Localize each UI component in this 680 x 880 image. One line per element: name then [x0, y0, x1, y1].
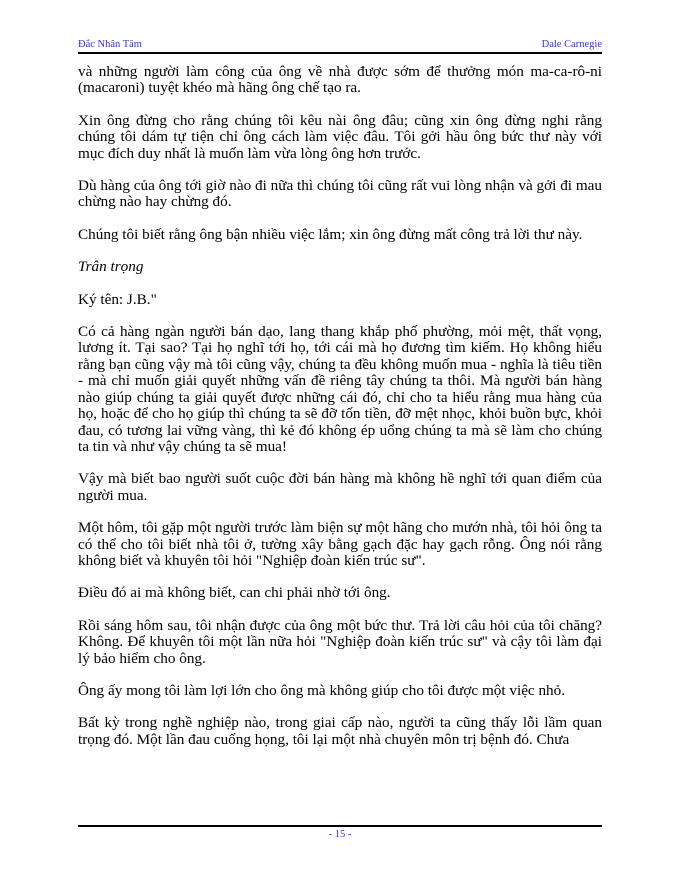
paragraph: Rồi sáng hôm sau, tôi nhận được của ông một bức thư. Trả lời câu hỏi của tôi chăng? Không. Để khuyên tôi một lần nữa hỏi "Nghiệp đoàn kiến trúc sư" và cậy tôi làm đại lý bảo hiểm cho ông. [78, 616, 602, 667]
footer-rule [78, 825, 602, 827]
paragraph: Chúng tôi biết rằng ông bận nhiều việc lắm; xin ông đừng mất công trả lời thư này. [78, 225, 583, 243]
letter-signature: Ký tên: J.B." [78, 290, 157, 308]
header-rule [78, 52, 602, 54]
paragraph: Xin ông đừng cho rằng chúng tôi kêu nài ông đâu; cũng xin ông đừng nghi rằng chúng tôi dám tự tiện chỉ ông cách làm việc đâu. Tôi gởi hầu ông bức thư này với mục đích duy nhất là muốn làm vừa lòng ông hơn trước. [78, 111, 602, 162]
author-name: Dale Carnegie [541, 39, 602, 50]
paragraph: Có cả hàng ngàn người bán dạo, lang thang khắp phố phường, mỏi mệt, thất vọng, lương ít. Tại sao? Tại họ nghĩ tới họ, tới cái mà họ đương tìm kiếm. Họ không hiểu rằng bạn cũng vậy mà tôi cũng vậy, chúng ta đều không muốn mua - nghĩa là tiêu tiền - mà chỉ muốn giải quyết những vấn đề riêng tây chúng ta thôi. Mà người bán hàng nào giúp chúng ta giải quyết được những cái đó, chỉ cho ta hiểu rằng mua hàng của họ, hoặc để cho họ giúp thì chúng ta sẽ đỡ tốn tiền, đỡ mệt nhọc, khỏi buồn bực, khỏi đau, có tương lai vững vàng, thì kẻ đó không ép uổng chúng ta mà sẽ làm cho chúng ta tin và như vậy chúng ta sẽ mua! [78, 323, 602, 455]
paragraph: Một hôm, tôi gặp một người trước làm biện sự một hãng cho mướn nhà, tôi hỏi ông ta có thể cho tôi biết nhà tôi ở, tường xây bằng gạch đặc hay gạch rỗng. Ông nói rằng không biết và khuyên tôi hỏi "Nghiệp đoàn kiến trúc sư". [78, 519, 602, 569]
book-title: Đắc Nhân Tâm [78, 39, 142, 50]
paragraph: và những người làm công của ông về nhà được sớm để thưởng món ma-ca-rô-ni (macaroni) tuyệt khéo mà hãng ông chế tạo ra. [78, 63, 602, 97]
page-number: - 15 - [328, 829, 352, 840]
letter-closing: Trân trọng [78, 258, 144, 276]
paragraph: Vậy mà biết bao người suốt cuộc đời bán hàng mà không hề nghĩ tới quan điểm của người mua. [78, 470, 602, 504]
paragraph: Bất kỳ trong nghề nghiệp nào, trong giai cấp nào, người ta cũng thấy lỗi lầm quan trọng đó. Một lần đau cuống họng, tôi lại một nhà chuyên môn trị bệnh đó. Chưa [78, 714, 602, 748]
paragraph: Điều đó ai mà không biết, can chi phải nhờ tới ông. [78, 584, 391, 602]
paragraph: Ông ấy mong tôi làm lợi lớn cho ông mà không giúp cho tôi được một việc nhỏ. [78, 681, 566, 699]
paragraph: Dù hàng của ông tới giờ nào đi nữa thì chúng tôi cũng rất vui lòng nhận và gởi đi mau chừng nào hay chừng đó. [78, 177, 602, 211]
page-header [78, 39, 602, 51]
page-body [78, 64, 602, 764]
